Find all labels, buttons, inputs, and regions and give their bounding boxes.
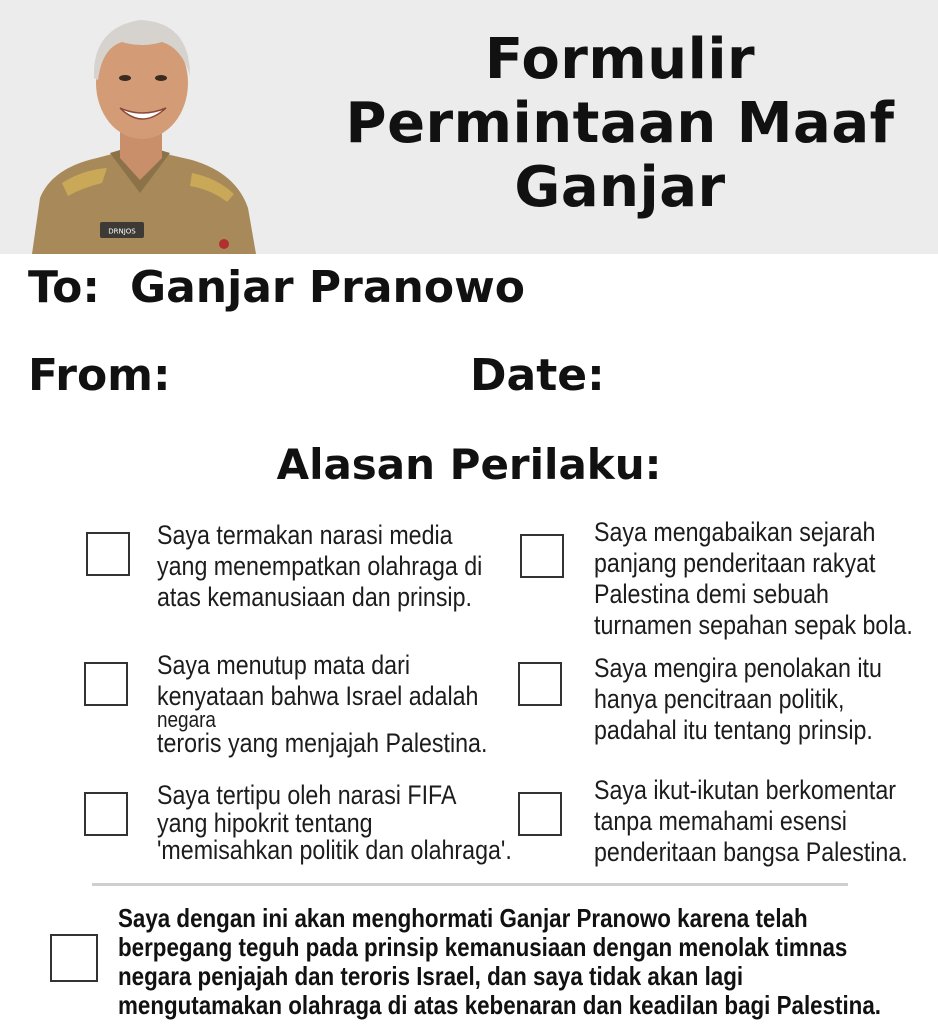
title-line: Formulir [484,27,756,92]
pledge-text: Saya dengan ini akan menghormati Ganjar Pranowo karena telah berpegang teguh pada prinsip kemanusiaan dengan menolak timnas negara penjajah dan teroris Israel, dan saya tidak akan lagi mengutamakan olahraga di atas kebenaran dan keadilan bagi Palestina. [118,903,881,1020]
reason-text: Saya tertipu oleh narasi FIFA yang hipokrit tentang 'memisahkan politik dan olahraga'. [157,780,512,865]
title-line: Ganjar [514,155,726,220]
title-line: Permintaan Maaf [345,91,895,156]
form-title [330,28,910,220]
reason-checkbox[interactable] [86,532,130,576]
reason-checkbox[interactable] [84,662,128,706]
section-title: Alasan Perilaku: [276,440,662,489]
reason-text: Saya ikut-ikutan berkomentar tanpa memahami esensi penderitaan bangsa Palestina. [594,775,908,867]
reason-checkbox[interactable] [520,534,564,578]
to-label: To: [28,262,100,313]
date-label: Date: [470,350,605,401]
to-name: Ganjar Pranowo [130,262,525,313]
divider [92,883,848,886]
reason-text: Saya termakan narasi media yang menempatkan olahraga di atas kemanusiaan dan prinsip. [157,520,483,612]
reason-text: Saya mengira penolakan itu hanya pencitraan politik, padahal itu tentang prinsip. [594,653,882,745]
form-header [0,0,938,254]
reason-text: Saya menutup mata dari kenyataan bahwa Israel adalah negara teroris yang menjajah Palestina. [157,650,488,758]
reason-text: Saya mengabaikan sejarah panjang penderitaan rakyat Palestina demi sebuah turnamen sepahan sepak bola. [594,517,913,640]
reason-checkbox[interactable] [518,792,562,836]
reason-checkbox[interactable] [518,662,562,706]
badge-label: DRNJOS [108,227,136,236]
reason-checkbox[interactable] [84,792,128,836]
from-label: From: [28,350,171,401]
pledge-checkbox[interactable] [50,934,98,982]
portrait-image [22,8,258,254]
